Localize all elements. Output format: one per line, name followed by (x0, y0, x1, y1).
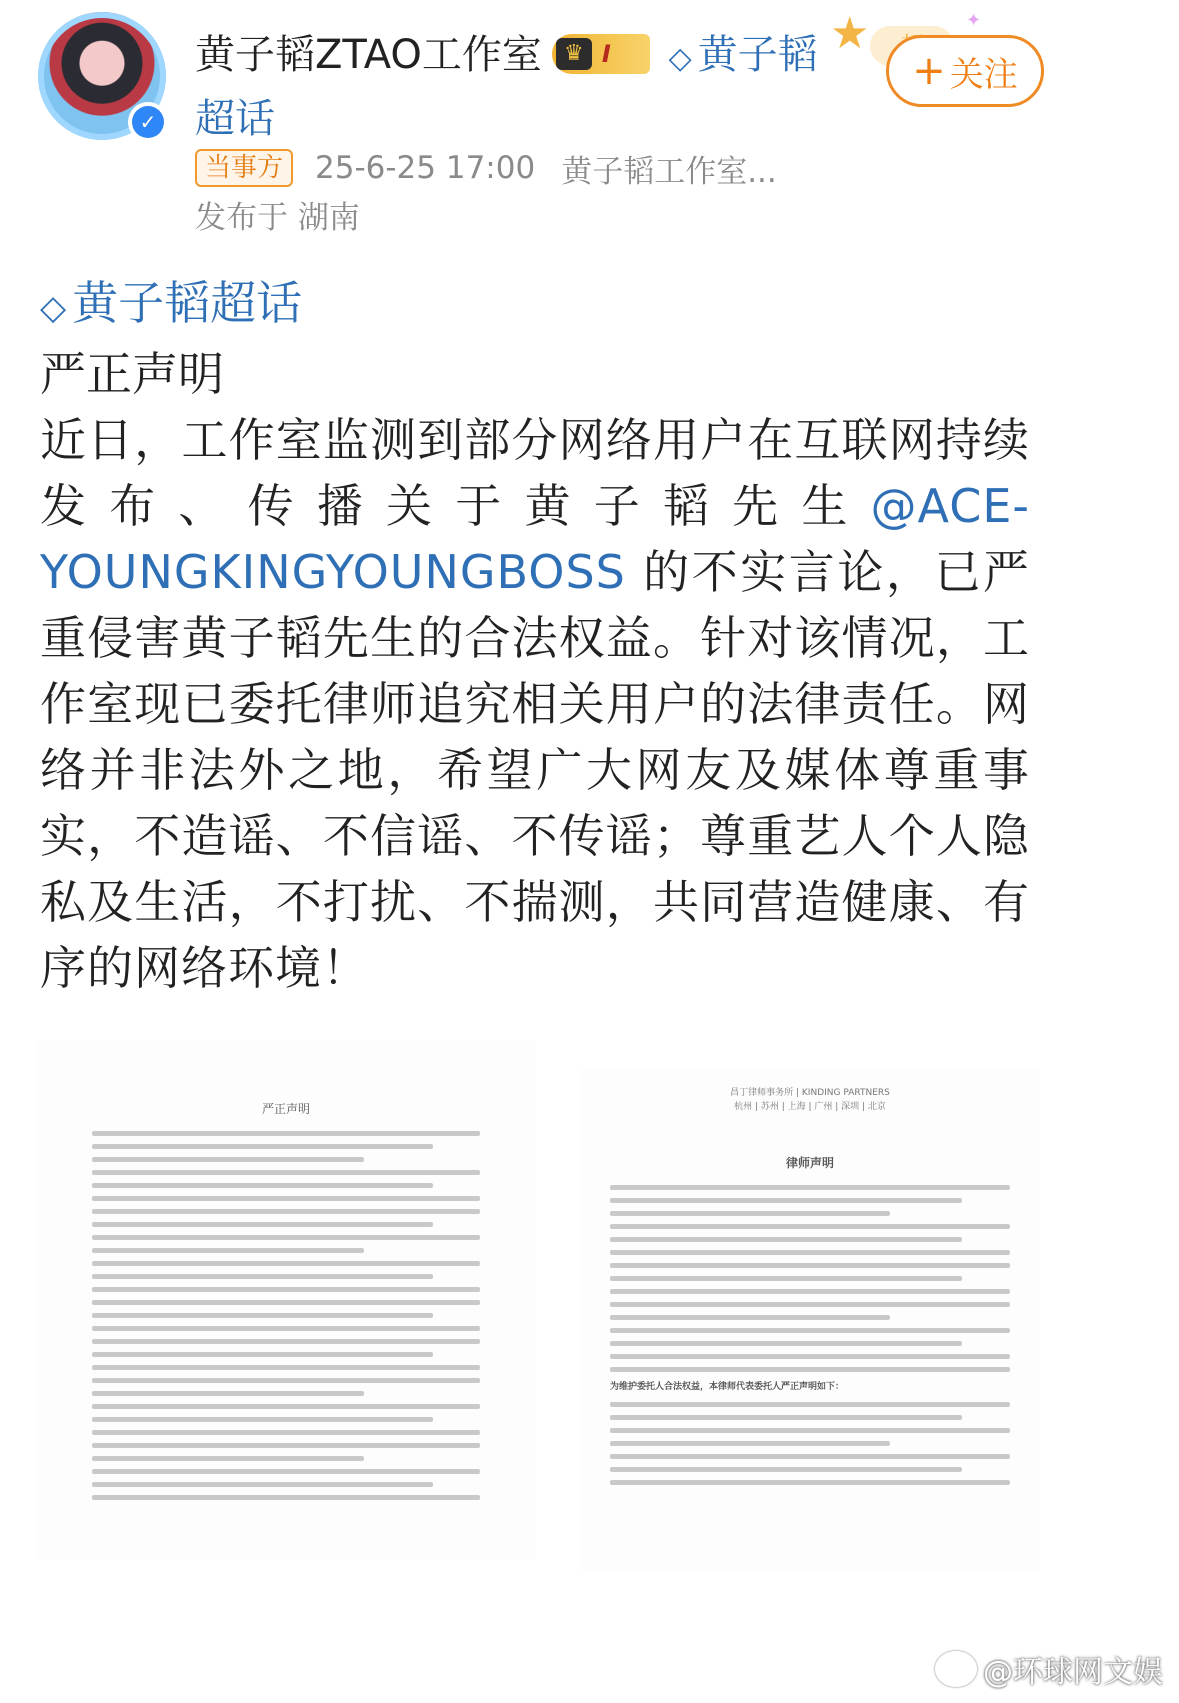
right-doc-title: 律师声明 (785, 1156, 834, 1170)
plus-icon: + (912, 48, 946, 94)
username[interactable]: 黄子韬ZTAO工作室 (195, 32, 542, 78)
law-firm-name: 昌丁律师事务所 | KINDING PARTNERS (730, 1088, 890, 1098)
post-time: 25-6-25 17:00 (315, 150, 536, 186)
follow-label: 关注 (949, 54, 1018, 95)
left-doc-title: 严正声明 (261, 1102, 310, 1116)
post-location: 发布于 湖南 (195, 200, 360, 236)
post-content (40, 272, 1140, 1001)
post-body-part2: 的不实言论，已严重侵害黄子韬先生的合法权益。针对该情况，工作室现已委托律师追究相关用户的法律责任。网络并非法外之地，希望广大网友及媒体尊重事实，不造谣、不信谣、不传谣；尊重艺人个人隐私及生活，不打扰、不揣测，共同营造健康、有序的网络环境！ (40, 545, 1031, 995)
verified-icon: ✓ (128, 102, 168, 142)
avatar[interactable] (38, 12, 166, 140)
crown-icon: ♛ (556, 38, 592, 70)
statement-image-left[interactable] (36, 1040, 536, 1560)
star-icon: ★ (830, 8, 870, 59)
super-topic-icon: ◇ (668, 41, 692, 76)
level-badge: I (601, 40, 611, 68)
topic-link[interactable]: 黄子韬超话 (195, 32, 818, 142)
lawyer-statement-image-right[interactable] (580, 1070, 1040, 1570)
name-block (195, 25, 825, 149)
post-source[interactable]: 黄子韬工作室... (561, 153, 777, 190)
sparkle-icon: ✦ (966, 10, 982, 31)
weibo-icon (935, 1651, 977, 1687)
post-header (0, 0, 1179, 270)
post-title: 严正声明 (40, 347, 224, 401)
mention-link[interactable]: @ACE-YOUNGKINGYOUNGBOSS (40, 479, 1030, 599)
watermark (935, 1647, 1163, 1691)
post-body-part1: 近日，工作室监测到部分网络用户在互联网持续发布、传播关于黄子韬先生 (40, 413, 1030, 533)
party-tag: 当事方 (195, 149, 293, 187)
membership-crown-icon[interactable] (552, 34, 650, 74)
post-meta (195, 145, 777, 191)
post-body (40, 407, 1030, 1001)
follow-button[interactable] (886, 35, 1044, 107)
right-doc-section: 为维护委托人合法权益，本律师代表委托人严正声明如下： (610, 1382, 845, 1392)
hashtag-link[interactable] (40, 272, 1140, 339)
watermark-text: @环球网文娱 (983, 1655, 1163, 1690)
super-topic-icon: ◇ (40, 288, 67, 328)
law-firm-cities: 杭州 | 苏州 | 上海 | 广州 | 深圳 | 北京 (734, 1102, 886, 1112)
hashtag-text: 黄子韬超话 (72, 276, 303, 330)
